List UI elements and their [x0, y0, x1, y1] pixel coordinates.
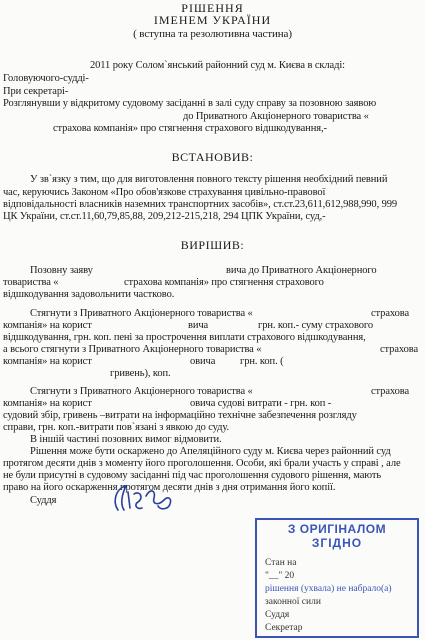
decision-line: гривень), коп.: [110, 368, 171, 379]
decision-line: компанія» на корист: [3, 356, 92, 367]
decision-line: відшкодування, грн. коп. пені за прострочення виплати страхового відшкодування,: [3, 332, 366, 343]
stamp-row: законної сили: [265, 597, 321, 607]
decision-line: Позовну заяву: [30, 265, 93, 276]
decision-line: судовий збір, гривень –витрати на інформаційно технічне забезпечення розгляду: [3, 410, 357, 421]
handwritten-signature: [110, 480, 180, 520]
review-line-2: до Приватного Акціонерного товариства «: [183, 111, 369, 122]
decision-line: овича судові витрати - грн. коп -: [190, 398, 332, 409]
decision-line: Рішення може бути оскаржено до Апеляційного суду м. Києва через районний суд: [30, 446, 391, 457]
document-note: ( вступна та резолютивна частина): [133, 28, 292, 40]
decision-line: страхова: [371, 308, 410, 319]
decision-line: В іншій частині позовних вимог відмовити.: [30, 434, 222, 445]
certification-stamp: [255, 518, 419, 638]
established-line-2: час, керуючись Законом «Про обов'язкове страхування цивільно-правової: [3, 187, 326, 198]
decision-line: страхова: [380, 344, 419, 355]
established-line-4: ЦК України, ст.ст.11,60,79,85,88, 209,212-215,218, 294 ЦПК України, суд,-: [3, 211, 326, 222]
review-line-3: страхова компанія» про стягнення страхового відшкодування,-: [53, 123, 327, 134]
decision-line: відшкодування задовольнити частково.: [3, 289, 175, 300]
decision-line: грн. коп. (: [240, 356, 284, 367]
clerk-label: При секретарі-: [3, 86, 69, 97]
stamp-row: Стан на: [265, 558, 297, 568]
judge-signature-label: Суддя: [30, 495, 57, 506]
decision-line: товариства «: [3, 277, 59, 288]
decision-line: компанія» на корист: [3, 398, 92, 409]
established-heading: ВСТАНОВИВ:: [171, 150, 254, 164]
stamp-row: Секретар: [265, 623, 303, 633]
decision-line: не були присутні в судовому засіданні під час проголошення судового рішення, мають: [3, 470, 382, 481]
stamp-subtitle: ЗГІДНО: [311, 536, 363, 550]
judge-label: Головуючого-судді-: [3, 73, 89, 84]
established-line-1: У зв`язку з тим, що для виготовлення повного тексту рішення необхідний певний: [30, 174, 388, 185]
stamp-title: З ОРИГІНАЛОМ: [287, 522, 387, 536]
decision-line: справи, грн. коп.-витрати пов`язані з явкою до суду.: [3, 422, 230, 433]
decision-line: вича: [188, 320, 209, 331]
decision-line: страхова компанія» про стягнення страхового: [124, 277, 324, 288]
decision-line: грн. коп.- суму страхового: [258, 320, 373, 331]
decision-line: овича: [190, 356, 216, 367]
decision-line: вича до Приватного Акціонерного: [226, 265, 377, 276]
decision-line: Стягнути з Приватного Акціонерного товариства «: [30, 308, 253, 319]
document-subtitle: ІМЕНЕМ УКРАЇНИ: [153, 13, 272, 27]
court-line: 2011 року Солом`янський районний суд м. Києва в складі:: [90, 60, 345, 71]
decided-heading: ВИРІШИВ:: [180, 238, 245, 252]
review-line-1: Розглянувши у відкритому судовому засіданні в залі суду справу за позовною заявою: [3, 98, 377, 109]
decision-line: а всього стягнути з Приватного Акціонерного товариства «: [3, 344, 262, 355]
document-title: РІШЕННЯ: [181, 1, 244, 15]
established-line-3: відповідальності власників наземних транспортних засобів», ст.ст.23,611,612,988,990, 999: [3, 199, 398, 210]
stamp-row: рішення (ухвала) не набрало(а): [265, 584, 392, 594]
stamp-row: Суддя: [265, 610, 290, 620]
decision-line: страхова: [371, 386, 410, 397]
decision-line: Стягнути з Приватного Акціонерного товариства «: [30, 386, 253, 397]
decision-line: право на його оскарження протягом десяти днів з дня отримання його копії.: [3, 482, 336, 493]
decision-line: компанія» на корист: [3, 320, 92, 331]
stamp-row: "__" 20: [265, 571, 295, 581]
decision-line: протягом десяти днів з моменту його проголошення. Особи, які брали участь у справі , але: [3, 458, 401, 469]
